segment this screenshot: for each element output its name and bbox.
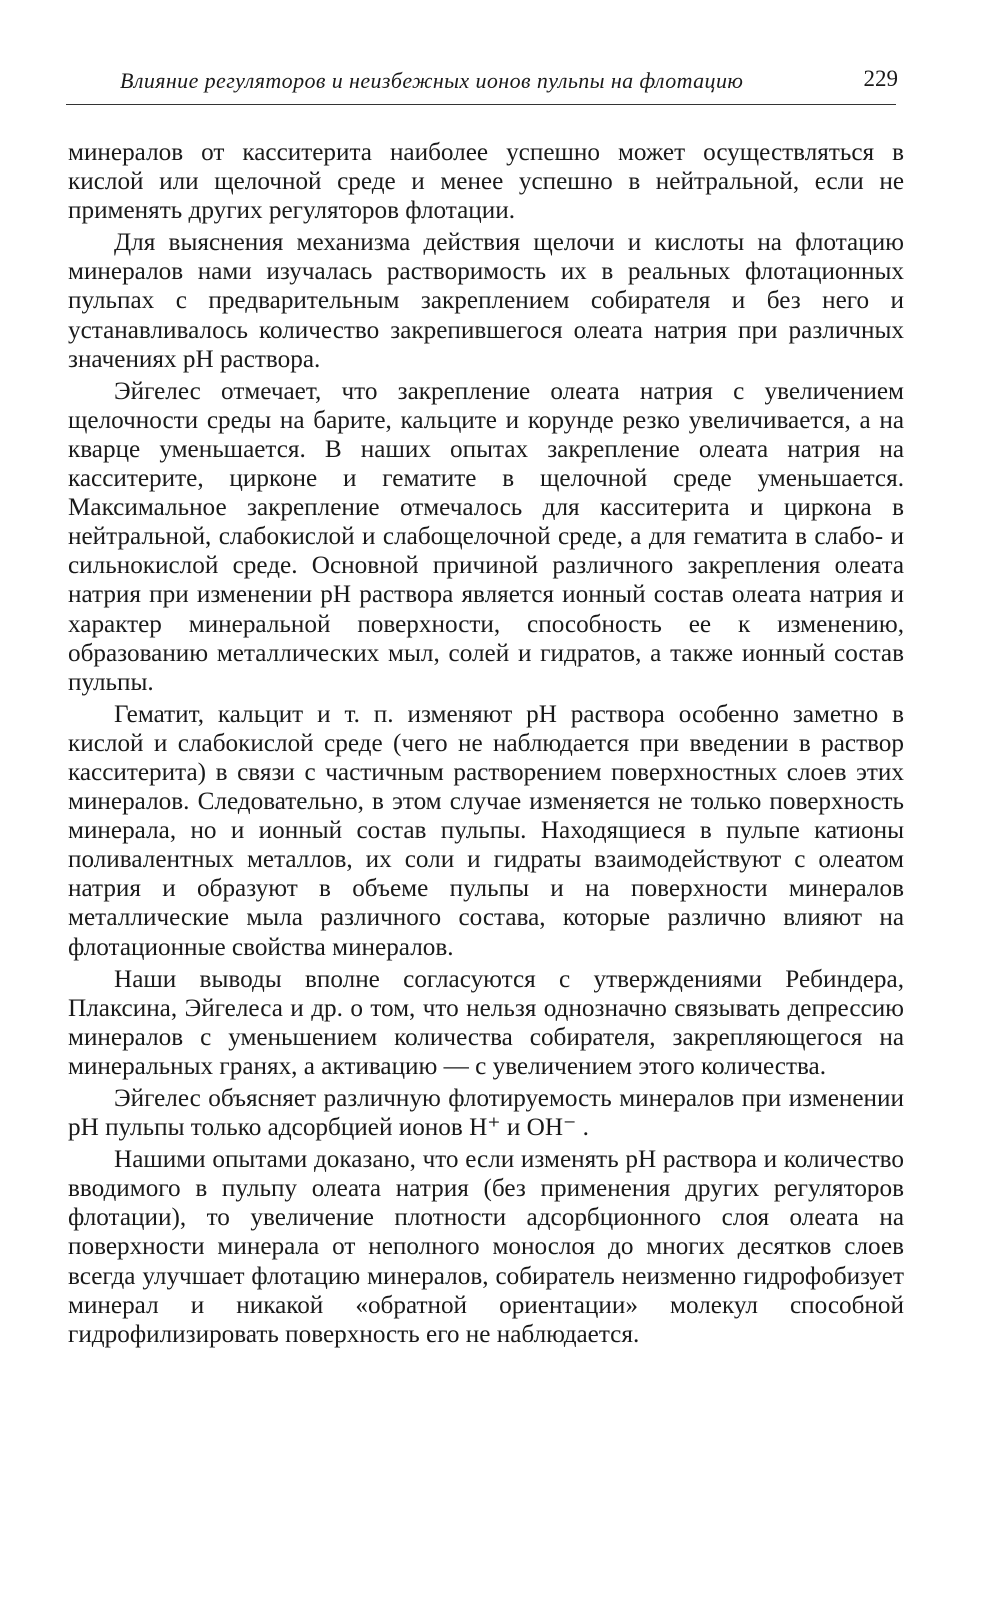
paragraph: Гематит, кальцит и т. п. изменяют рН раствора особенно заметно в кислой и слабокислой среде (чего не наблюдается при введении в раствор касситерита) в связи с частичным растворением поверхностных слоев этих минералов. Следовательно, в этом случае изменяется не только поверхность минерала, но и ионный состав пульпы. Находящиеся в пульпе катионы поливалентных металлов, их соли и гидраты взаимодействуют с олеатом натрия и образуют в объеме пульпы и на поверхности минералов металлические мыла различного состава, которые различно влияют на флотационные свойства минералов. [68,700,904,961]
paragraph-continued: минералов от касситерита наиболее успешно может осуществляться в кислой или щелочной среде и менее успешно в нейтральной, если не применять других регуляторов флотации. [68,139,904,225]
paragraph: Эйгелес объясняет различную флотируемость минералов при изменении рН пульпы только адсорбцией ионов H⁺ и OH⁻ . [68,1085,904,1142]
body-text [68,138,904,1352]
running-head [66,66,916,106]
page-number: 229 [863,66,898,91]
paragraph: Эйгелес отмечает, что закрепление олеата натрия с увеличением щелочности среды на барите, кальците и корунде резко увеличивается, а на кварце уменьшается. В наших опытах закрепление олеата натрия на касситерите, цирконе и гематите в щелочной среде уменьшается. Максимальное закрепление отмечалось для касситерита и циркона в нейтральной, слабокислой и слабощелочной среде, а для гематита в слабо- и сильнокислой среде. Основной причиной различного закрепления олеата натрия при изменении рН раствора является ионный состав олеата натрия и характер минеральной поверхности, способность ее к изменению, образованию металлических мыл, солей и гидратов, а также ионный состав пульпы. [68,377,904,696]
header-rule [66,104,896,105]
running-title: Влияние регуляторов и неизбежных ионов пульпы на флотацию [120,68,744,93]
paragraph: Нашими опытами доказано, что если изменять рН раствора и количество вводимого в пульпу олеата натрия (без применения других регуляторов флотации), то увеличение плотности адсорбционного слоя олеата на поверхности минерала от неполного монослоя до многих десятков слоев всегда улучшает флотацию минералов, собиратель неизменно гидрофобизует минерал и никакой «обратной ориентации» молекул способной гидрофилизировать поверхность его не наблюдается. [68,1146,904,1348]
paragraph: Для выяснения механизма действия щелочи и кислоты на флотацию минералов нами изучалась растворимость их в реальных флотационных пульпах с предварительным закреплением собирателя и без него и устанавливалось количество закрепившегося олеата натрия при различных значениях рН раствора. [68,229,904,373]
paragraph: Наши выводы вполне согласуются с утверждениями Ребиндера, Плаксина, Эйгелеса и др. о том, что нельзя однозначно связывать депрессию минералов с уменьшением количества собирателя, закрепляющегося на минеральных гранях, а активацию — с увеличением этого количества. [68,965,904,1080]
